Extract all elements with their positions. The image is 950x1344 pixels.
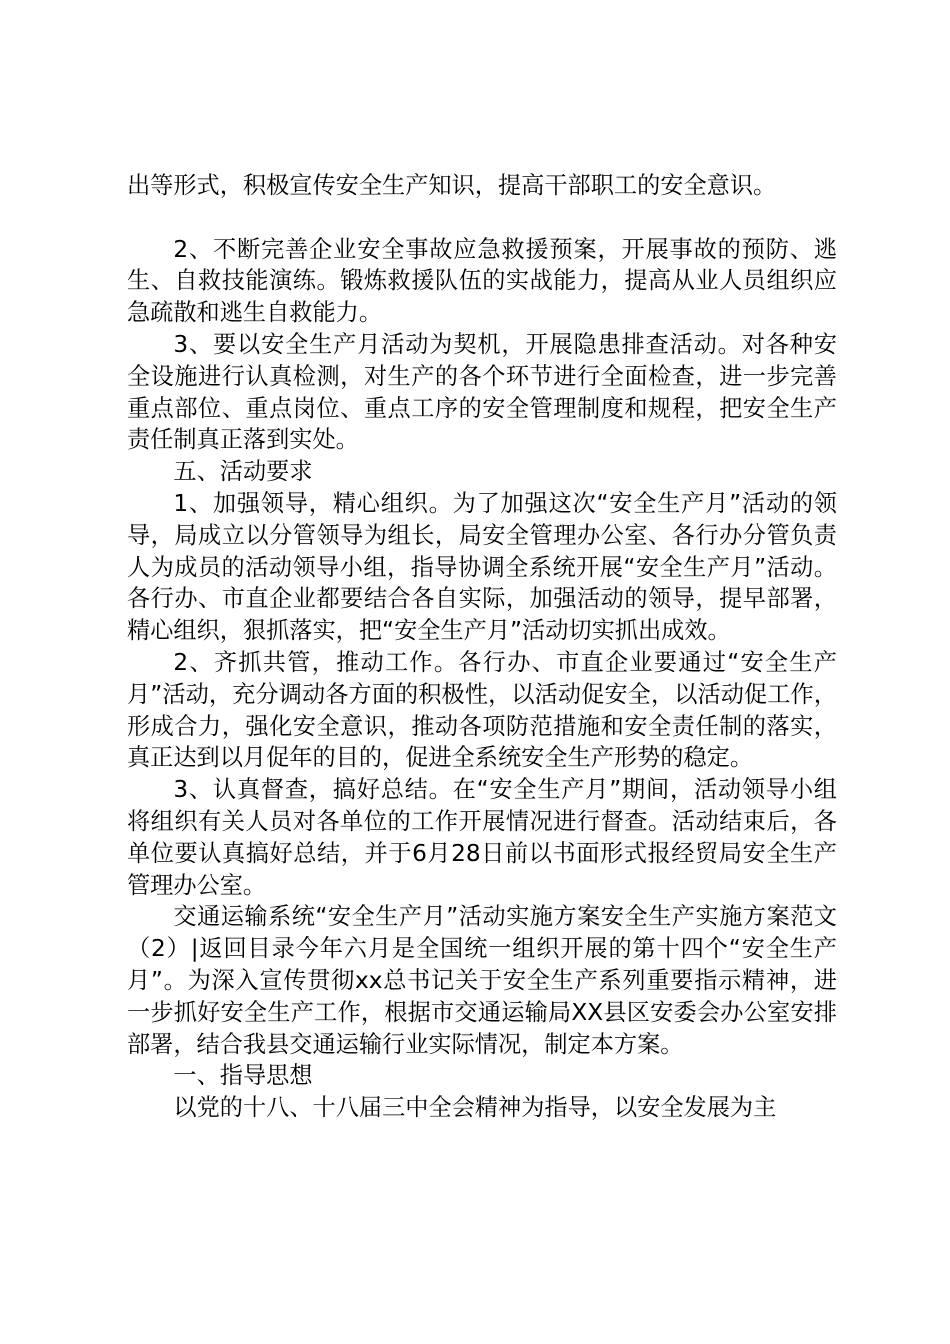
document-body: [127, 170, 837, 1124]
section-heading-guiding-ideology: 一、指导思想: [173, 1062, 313, 1090]
paragraph-plan-intro: 交通运输系统“安全生产月”活动实施方案安全生产实施方案范文（2）|返回目录今年六月是全国统一组织开展的第十四个“安全生产月”。为深入宣传贯彻xx总书记关于安全生产系列重要指示精神，进一步抓好安全生产工作，根据市交通运输局XX县区安委会办公室安排部署，结合我县交通运输行业实际情况，制定本方案。: [127, 903, 837, 1058]
paragraph-requirement-1: 1、加强领导，精心组织。为了加强这次“安全生产月”活动的领导，局成立以分管领导为组长，局安全管理办公室、各行办分管负责人为成员的活动领导小组，指导协调全系统开展“安全生产月”活动。各行办、市直企业都要结合各自实际，加强活动的领导，提早部署，精心组织，狠抓落实，把“安全生产月”活动切实抓出成效。: [127, 489, 837, 645]
paragraph-requirement-3: 3、认真督查，搞好总结。在“安全生产月”期间，活动领导小组将组织有关人员对各单位的工作开展情况进行督查。活动结束后，各单位要认真搞好总结，并于6月28日前以书面形式报经贸局安全生产管理办公室。: [127, 776, 837, 899]
paragraph-item-2-emergency-plan: 2、不断完善企业安全事故应急救援预案，开展事故的预防、逃生、自救技能演练。锻炼救援队伍的实战能力，提高从业人员组织应急疏散和逃生自救能力。: [127, 235, 837, 327]
paragraph-item-3-hazard-check: 3、要以安全生产月活动为契机，开展隐患排查活动。对各种安全设施进行认真检测，对生产的各个环节进行全面检查，进一步完善重点部位、重点岗位、重点工序的安全管理制度和规程，把安全生产责任制真正落到实处。: [127, 330, 837, 454]
paragraph-continuation: 出等形式，积极宣传安全生产知识，提高干部职工的安全意识。: [127, 172, 777, 199]
paragraph-requirement-2: 2、齐抓共管，推动工作。各行办、市直企业要通过“安全生产月”活动，充分调动各方面的积极性，以活动促安全，以活动促工作，形成合力，强化安全意识，推动各项防范措施和安全责任制的落实，真正达到以月促年的目的，促进全系统安全生产形势的稳定。: [127, 648, 837, 772]
paragraph-guiding-ideology: 以党的十八、十八届三中全会精神为指导，以安全发展为主: [173, 1094, 777, 1122]
section-heading-activity-requirements: 五、活动要求: [173, 458, 313, 486]
